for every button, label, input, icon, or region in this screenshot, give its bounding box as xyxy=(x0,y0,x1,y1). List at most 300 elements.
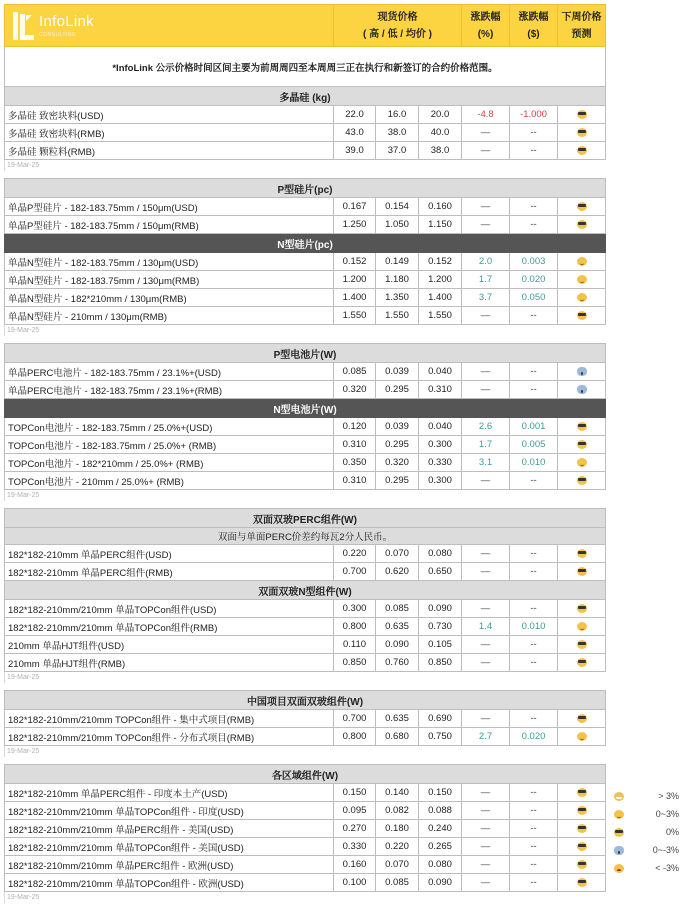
price-high: 0.167 xyxy=(334,198,376,216)
price-high: 0.310 xyxy=(334,436,376,454)
product-name: 182*182-210mm/210mm 单晶TOPCon组件(USD) xyxy=(5,600,334,618)
change-usd: 0.050 xyxy=(510,289,558,307)
date-row xyxy=(5,325,606,336)
change-pct: 3.7 xyxy=(462,289,510,307)
change-usd: -- xyxy=(510,820,558,838)
section-title: 中国项目双面双玻组件(W) xyxy=(5,691,606,710)
price-low: 1.180 xyxy=(376,271,419,289)
logo-sub: CONSULTING xyxy=(39,31,77,38)
forecast-cool-face-icon xyxy=(577,604,587,613)
price-avg: 0.090 xyxy=(419,600,462,618)
date-label: 19-Mar-25 xyxy=(5,325,606,336)
price-avg: 0.090 xyxy=(419,874,462,892)
forecast-cell xyxy=(558,728,606,746)
legend-item xyxy=(605,841,685,859)
change-usd: -- xyxy=(510,856,558,874)
change-pct: 1.7 xyxy=(462,436,510,454)
forecast-cell xyxy=(558,289,606,307)
table-row xyxy=(5,381,606,399)
price-low: 0.320 xyxy=(376,454,419,472)
change-usd: -- xyxy=(510,216,558,234)
change-usd: -- xyxy=(510,381,558,399)
table-row xyxy=(5,289,606,307)
change-usd: -- xyxy=(510,472,558,490)
change-pct: — xyxy=(462,838,510,856)
table-row xyxy=(5,618,606,636)
section-gap xyxy=(5,336,606,344)
product-name: 182*182-210mm 单晶PERC组件(USD) xyxy=(5,545,334,563)
change-pct: -4.8 xyxy=(462,106,510,124)
price-low: 0.295 xyxy=(376,472,419,490)
section-title: 双面双玻N型组件(W) xyxy=(5,581,606,600)
product-name: 多晶硅 颗粒料(RMB) xyxy=(5,142,334,160)
table-row xyxy=(5,784,606,802)
section-header xyxy=(5,399,606,418)
change-pct: — xyxy=(462,563,510,581)
price-low: 0.760 xyxy=(376,654,419,672)
table-row xyxy=(5,363,606,381)
change-pct: — xyxy=(462,802,510,820)
product-name: 单晶N型硅片 - 182-183.75mm / 130μm(RMB) xyxy=(5,271,334,289)
change-pct: — xyxy=(462,856,510,874)
price-low: 0.090 xyxy=(376,636,419,654)
date-row xyxy=(5,746,606,757)
product-name: 182*182-210mm/210mm 单晶TOPCon组件(RMB) xyxy=(5,618,334,636)
product-name: 单晶N型硅片 - 182-183.75mm / 130μm(USD) xyxy=(5,253,334,271)
table-row xyxy=(5,124,606,142)
change-pct: 1.4 xyxy=(462,618,510,636)
change-pct: — xyxy=(462,710,510,728)
section-title: 各区域组件(W) xyxy=(5,765,606,784)
table-row xyxy=(5,820,606,838)
price-avg: 38.0 xyxy=(419,142,462,160)
change-usd: -- xyxy=(510,802,558,820)
price-avg: 40.0 xyxy=(419,124,462,142)
section-title: N型电池片(W) xyxy=(5,399,606,418)
forecast-cool-face-icon xyxy=(577,658,587,667)
forecast-cell xyxy=(558,307,606,325)
price-avg: 0.310 xyxy=(419,381,462,399)
forecast-cool-face-icon xyxy=(577,567,587,576)
table-row xyxy=(5,728,606,746)
forecast-cool-face-icon xyxy=(577,842,587,851)
forecast-cell xyxy=(558,363,606,381)
price-high: 0.152 xyxy=(334,253,376,271)
price-high: 22.0 xyxy=(334,106,376,124)
section-header xyxy=(5,179,606,198)
forecast-cool-face-icon xyxy=(577,110,587,119)
change-usd: -- xyxy=(510,600,558,618)
section-title: 双面双玻PERC组件(W) xyxy=(5,509,606,528)
forecast-cool-face-icon xyxy=(577,549,587,558)
price-high: 0.850 xyxy=(334,654,376,672)
legend-cry-face-icon xyxy=(614,864,624,873)
forecast-cool-face-icon xyxy=(577,806,587,815)
legend-grin-face-icon xyxy=(614,792,624,801)
forecast-cell xyxy=(558,253,606,271)
change-usd: -- xyxy=(510,636,558,654)
table-row xyxy=(5,545,606,563)
change-pct: 1.7 xyxy=(462,271,510,289)
price-high: 1.550 xyxy=(334,307,376,325)
price-high: 0.350 xyxy=(334,454,376,472)
price-low: 0.295 xyxy=(376,436,419,454)
forecast-cool-face-icon xyxy=(577,860,587,869)
legend-label: 0~3% xyxy=(655,809,679,819)
price-low: 0.039 xyxy=(376,418,419,436)
price-avg: 0.300 xyxy=(419,472,462,490)
forecast-cell xyxy=(558,418,606,436)
legend-item xyxy=(605,787,685,805)
forecast-cell xyxy=(558,838,606,856)
change-usd: 0.003 xyxy=(510,253,558,271)
change-usd: 0.010 xyxy=(510,618,558,636)
date-row xyxy=(5,672,606,683)
forecast-cool-face-icon xyxy=(577,640,587,649)
table-row xyxy=(5,802,606,820)
price-low: 0.180 xyxy=(376,820,419,838)
change-pct: — xyxy=(462,198,510,216)
forecast-smile-face-icon xyxy=(577,257,587,266)
forecast-cell xyxy=(558,545,606,563)
col-change-usd-line1: 涨跌幅 xyxy=(518,11,549,23)
price-avg: 0.040 xyxy=(419,418,462,436)
price-note: *InfoLink 公示价格时间区间主要为前周周四至本周周三正在执行和新签订的合约价格范围。 xyxy=(5,47,606,87)
forecast-cell xyxy=(558,802,606,820)
price-high: 0.110 xyxy=(334,636,376,654)
logo xyxy=(5,5,334,47)
product-name: 182*182-210mm/210mm TOPCon组件 - 集中式项目(RMB) xyxy=(5,710,334,728)
change-pct: — xyxy=(462,307,510,325)
price-avg: 0.088 xyxy=(419,802,462,820)
section-gap xyxy=(5,683,606,691)
price-avg: 1.400 xyxy=(419,289,462,307)
change-pct: — xyxy=(462,472,510,490)
date-label: 19-Mar-25 xyxy=(5,746,606,757)
change-usd: 0.010 xyxy=(510,454,558,472)
price-avg: 0.650 xyxy=(419,563,462,581)
price-high: 0.220 xyxy=(334,545,376,563)
section-subnote-row xyxy=(5,528,606,545)
price-high: 0.300 xyxy=(334,600,376,618)
table-row xyxy=(5,472,606,490)
price-avg: 0.265 xyxy=(419,838,462,856)
price-low: 0.070 xyxy=(376,856,419,874)
price-high: 1.400 xyxy=(334,289,376,307)
forecast-cell xyxy=(558,654,606,672)
change-usd: -- xyxy=(510,545,558,563)
forecast-cool-face-icon xyxy=(577,146,587,155)
section-gap xyxy=(5,757,606,765)
change-usd: -1.000 xyxy=(510,106,558,124)
forecast-legend xyxy=(605,787,685,877)
table-row xyxy=(5,874,606,892)
change-pct: — xyxy=(462,142,510,160)
product-name: 单晶N型硅片 - 210mm / 130μm(RMB) xyxy=(5,307,334,325)
change-usd: -- xyxy=(510,142,558,160)
forecast-cell xyxy=(558,600,606,618)
forecast-smile-face-icon xyxy=(577,732,587,741)
table-row xyxy=(5,142,606,160)
change-pct: — xyxy=(462,636,510,654)
forecast-smile-face-icon xyxy=(577,275,587,284)
table-row xyxy=(5,216,606,234)
table-row xyxy=(5,198,606,216)
table-row xyxy=(5,654,606,672)
section-gap xyxy=(5,171,606,179)
price-low: 1.050 xyxy=(376,216,419,234)
legend-label: 0~-3% xyxy=(652,845,679,855)
change-pct: 2.7 xyxy=(462,728,510,746)
forecast-cell xyxy=(558,472,606,490)
price-high: 0.095 xyxy=(334,802,376,820)
date-label: 19-Mar-25 xyxy=(5,490,606,501)
legend-item xyxy=(605,823,685,841)
product-name: 多晶硅 致密块料(RMB) xyxy=(5,124,334,142)
price-high: 0.800 xyxy=(334,618,376,636)
section-title: P型电池片(W) xyxy=(5,344,606,363)
change-pct: — xyxy=(462,784,510,802)
product-name: 210mm 单晶HJT组件(USD) xyxy=(5,636,334,654)
forecast-cool-face-icon xyxy=(577,476,587,485)
product-name: 210mm 单晶HJT组件(RMB) xyxy=(5,654,334,672)
product-name: 182*182-210mm/210mm 单晶PERC组件 - 欧洲(USD) xyxy=(5,856,334,874)
product-name: 182*182-210mm/210mm 单晶TOPCon组件 - 印度(USD) xyxy=(5,802,334,820)
section-header xyxy=(5,581,606,600)
section-header xyxy=(5,344,606,363)
forecast-cool-face-icon xyxy=(577,422,587,431)
date-row xyxy=(5,490,606,501)
product-name: TOPCon电池片 - 210mm / 25.0%+ (RMB) xyxy=(5,472,334,490)
legend-smile-face-icon xyxy=(614,810,624,819)
forecast-smile-face-icon xyxy=(577,458,587,467)
forecast-cell xyxy=(558,271,606,289)
price-avg: 0.850 xyxy=(419,654,462,672)
forecast-cool-face-icon xyxy=(577,128,587,137)
table-row xyxy=(5,600,606,618)
forecast-cell xyxy=(558,874,606,892)
price-low: 0.635 xyxy=(376,618,419,636)
col-forecast-line1: 下周价格 xyxy=(561,11,602,23)
forecast-cool-face-icon xyxy=(577,440,587,449)
forecast-cool-face-icon xyxy=(577,714,587,723)
date-label: 19-Mar-25 xyxy=(5,892,606,903)
forecast-cell xyxy=(558,106,606,124)
price-low: 1.350 xyxy=(376,289,419,307)
price-avg: 1.550 xyxy=(419,307,462,325)
section-header xyxy=(5,87,606,106)
product-name: TOPCon电池片 - 182*210mm / 25.0%+ (RMB) xyxy=(5,454,334,472)
price-avg: 0.240 xyxy=(419,820,462,838)
price-low: 0.620 xyxy=(376,563,419,581)
forecast-cell xyxy=(558,856,606,874)
price-low: 0.070 xyxy=(376,545,419,563)
price-high: 0.800 xyxy=(334,728,376,746)
col-change-pct-line2: (%) xyxy=(477,28,494,40)
table-row xyxy=(5,454,606,472)
table-row xyxy=(5,710,606,728)
product-name: 单晶P型硅片 - 182-183.75mm / 150μm(RMB) xyxy=(5,216,334,234)
change-usd: 0.020 xyxy=(510,728,558,746)
price-high: 39.0 xyxy=(334,142,376,160)
note-row xyxy=(5,47,606,87)
forecast-cool-face-icon xyxy=(577,788,587,797)
product-name: 182*182-210mm 单晶PERC组件(RMB) xyxy=(5,563,334,581)
table-row xyxy=(5,253,606,271)
table-row xyxy=(5,856,606,874)
price-high: 1.200 xyxy=(334,271,376,289)
forecast-cell xyxy=(558,710,606,728)
product-name: 182*182-210mm/210mm 单晶TOPCon组件 - 美国(USD) xyxy=(5,838,334,856)
col-change-usd-line2: ($) xyxy=(527,28,540,40)
forecast-cool-face-icon xyxy=(577,824,587,833)
price-high: 0.700 xyxy=(334,563,376,581)
change-usd: -- xyxy=(510,307,558,325)
legend-item xyxy=(605,859,685,877)
price-high: 0.160 xyxy=(334,856,376,874)
price-avg: 0.730 xyxy=(419,618,462,636)
forecast-cell xyxy=(558,784,606,802)
date-row xyxy=(5,160,606,171)
forecast-smile-face-icon xyxy=(577,622,587,631)
section-title: 多晶硅 (kg) xyxy=(5,87,606,106)
forecast-smile-face-icon xyxy=(577,293,587,302)
price-high: 1.250 xyxy=(334,216,376,234)
forecast-cell xyxy=(558,436,606,454)
price-low: 0.635 xyxy=(376,710,419,728)
price-low: 0.085 xyxy=(376,874,419,892)
table-row xyxy=(5,636,606,654)
change-pct: 2.0 xyxy=(462,253,510,271)
price-avg: 20.0 xyxy=(419,106,462,124)
price-low: 0.039 xyxy=(376,363,419,381)
legend-label: < -3% xyxy=(655,863,679,873)
forecast-cell xyxy=(558,216,606,234)
change-pct: — xyxy=(462,654,510,672)
price-low: 37.0 xyxy=(376,142,419,160)
price-low: 0.295 xyxy=(376,381,419,399)
price-avg: 0.150 xyxy=(419,784,462,802)
price-high: 0.150 xyxy=(334,784,376,802)
table-row xyxy=(5,418,606,436)
product-name: 单晶P型硅片 - 182-183.75mm / 150μm(USD) xyxy=(5,198,334,216)
price-low: 0.140 xyxy=(376,784,419,802)
price-low: 1.550 xyxy=(376,307,419,325)
price-avg: 0.690 xyxy=(419,710,462,728)
forecast-cell xyxy=(558,563,606,581)
date-label: 19-Mar-25 xyxy=(5,672,606,683)
change-usd: -- xyxy=(510,874,558,892)
price-high: 0.330 xyxy=(334,838,376,856)
legend-cool-face-icon xyxy=(614,828,624,837)
change-usd: -- xyxy=(510,838,558,856)
table-row xyxy=(5,838,606,856)
price-avg: 0.152 xyxy=(419,253,462,271)
price-low: 0.220 xyxy=(376,838,419,856)
product-name: 182*182-210mm/210mm 单晶TOPCon组件 - 欧洲(USD) xyxy=(5,874,334,892)
change-usd: -- xyxy=(510,710,558,728)
price-low: 0.680 xyxy=(376,728,419,746)
price-low: 0.149 xyxy=(376,253,419,271)
forecast-cell xyxy=(558,636,606,654)
col-forecast-line2: 预测 xyxy=(571,28,592,40)
price-low: 0.082 xyxy=(376,802,419,820)
change-pct: — xyxy=(462,363,510,381)
change-pct: 3.1 xyxy=(462,454,510,472)
logo-name: InfoLink xyxy=(39,12,94,30)
table-row xyxy=(5,307,606,325)
product-name: 182*182-210mm/210mm TOPCon组件 - 分布式项目(RMB) xyxy=(5,728,334,746)
change-usd: -- xyxy=(510,654,558,672)
price-avg: 1.150 xyxy=(419,216,462,234)
section-header xyxy=(5,509,606,528)
change-pct: — xyxy=(462,381,510,399)
forecast-cell xyxy=(558,142,606,160)
product-name: TOPCon电池片 - 182-183.75mm / 25.0%+ (RMB) xyxy=(5,436,334,454)
forecast-scream-face-icon xyxy=(577,367,587,376)
product-name: TOPCon电池片 - 182-183.75mm / 25.0%+(USD) xyxy=(5,418,334,436)
table-row xyxy=(5,271,606,289)
price-avg: 0.750 xyxy=(419,728,462,746)
forecast-scream-face-icon xyxy=(577,385,587,394)
price-avg: 0.330 xyxy=(419,454,462,472)
section-header xyxy=(5,765,606,784)
forecast-cell xyxy=(558,820,606,838)
legend-scream-face-icon xyxy=(614,846,624,855)
product-name: 182*182-210mm/210mm 单晶PERC组件 - 美国(USD) xyxy=(5,820,334,838)
section-title: P型硅片(pc) xyxy=(5,179,606,198)
legend-label: 0% xyxy=(665,827,679,837)
date-label: 19-Mar-25 xyxy=(5,160,606,171)
col-forecast xyxy=(558,5,606,47)
product-name: 单晶PERC电池片 - 182-183.75mm / 23.1%+(USD) xyxy=(5,363,334,381)
col-spot-price-line1: 现货价格 xyxy=(377,11,418,23)
price-high: 0.270 xyxy=(334,820,376,838)
col-change-usd xyxy=(510,5,558,47)
price-avg: 1.200 xyxy=(419,271,462,289)
change-usd: -- xyxy=(510,784,558,802)
price-low: 0.085 xyxy=(376,600,419,618)
price-low: 16.0 xyxy=(376,106,419,124)
price-avg: 0.040 xyxy=(419,363,462,381)
price-high: 0.310 xyxy=(334,472,376,490)
price-low: 38.0 xyxy=(376,124,419,142)
forecast-cool-face-icon xyxy=(577,202,587,211)
forecast-cell xyxy=(558,618,606,636)
price-low: 0.154 xyxy=(376,198,419,216)
date-row xyxy=(5,892,606,903)
change-pct: 2.6 xyxy=(462,418,510,436)
col-change-pct-line1: 涨跌幅 xyxy=(470,11,501,23)
forecast-cell xyxy=(558,124,606,142)
table-header xyxy=(5,5,606,47)
forecast-cool-face-icon xyxy=(577,220,587,229)
section-title: N型硅片(pc) xyxy=(5,234,606,253)
price-avg: 0.300 xyxy=(419,436,462,454)
legend-label: > 3% xyxy=(658,791,679,801)
price-avg: 0.080 xyxy=(419,856,462,874)
price-avg: 0.160 xyxy=(419,198,462,216)
change-usd: -- xyxy=(510,563,558,581)
change-usd: -- xyxy=(510,124,558,142)
change-pct: — xyxy=(462,545,510,563)
price-sheet xyxy=(4,4,605,911)
col-spot-price-line2: ( 高 / 低 / 均价 ) xyxy=(363,28,432,40)
section-header xyxy=(5,691,606,710)
change-usd: 0.005 xyxy=(510,436,558,454)
section-header xyxy=(5,234,606,253)
forecast-cool-face-icon xyxy=(577,878,587,887)
